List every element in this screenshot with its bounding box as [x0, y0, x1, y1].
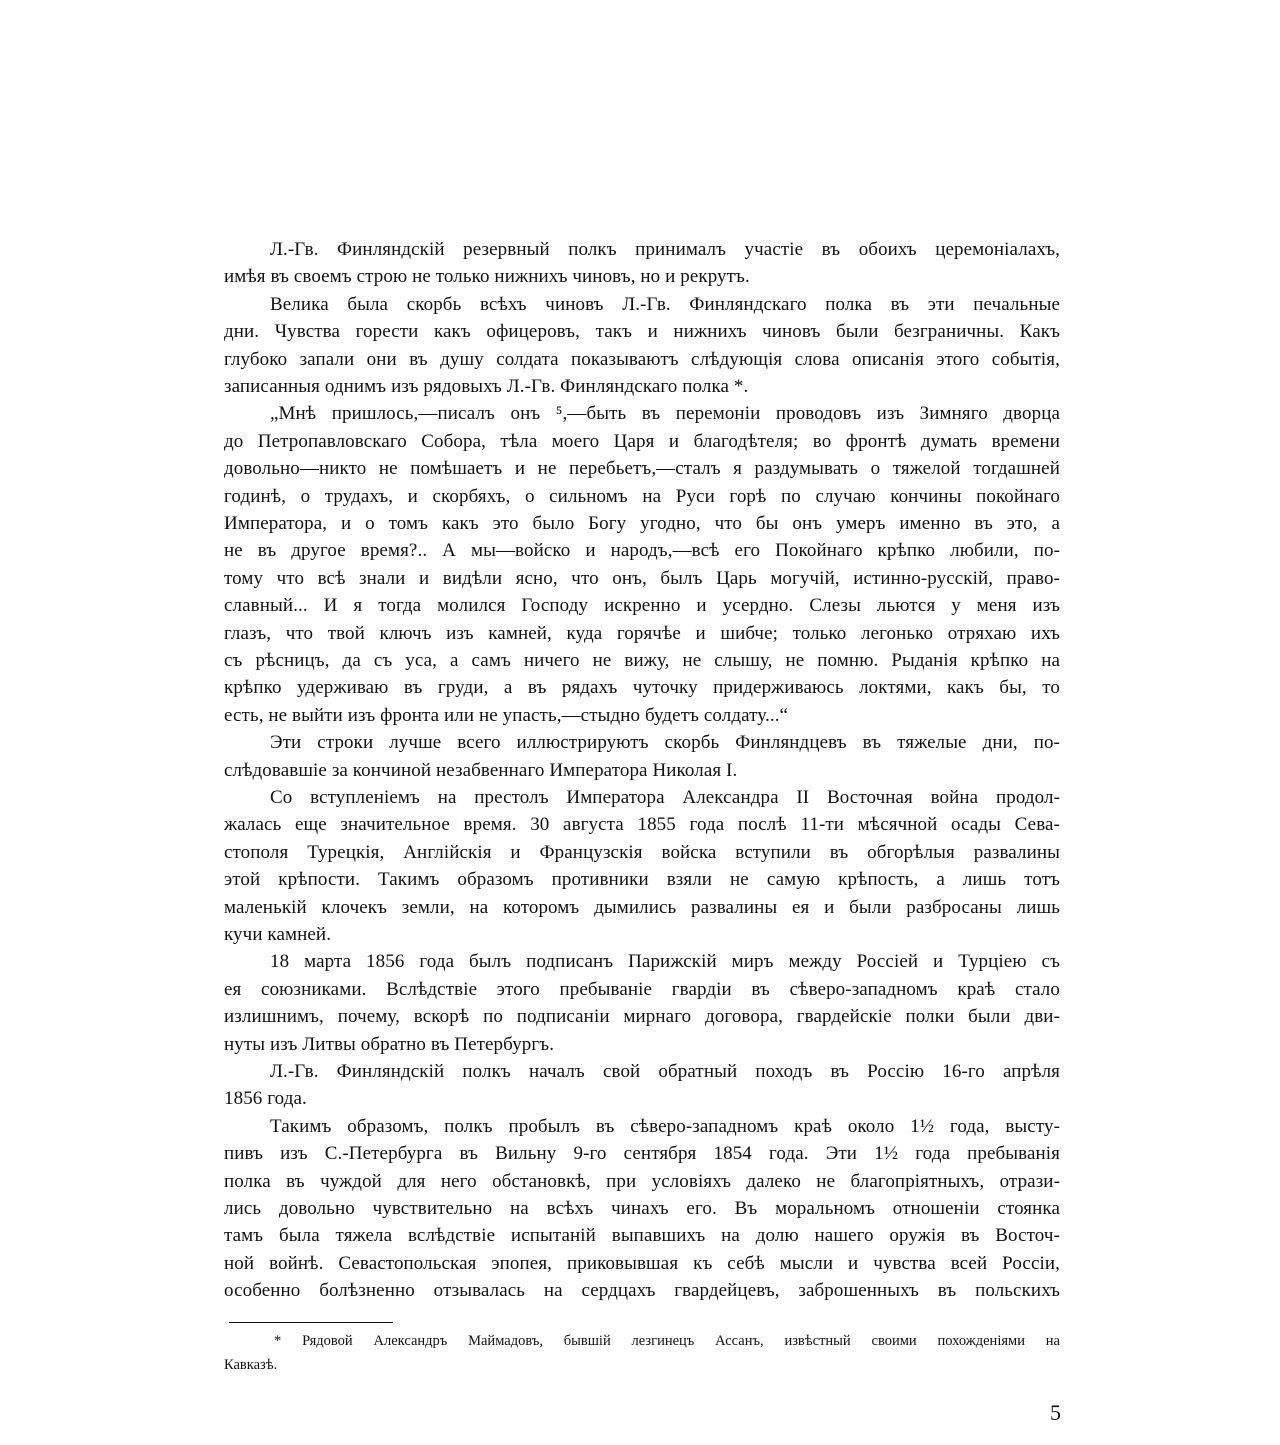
- text-line: Такимъ образомъ, полкъ пробылъ въ сѣверо-западномъ краѣ около 1½ года, высту-: [270, 1115, 1060, 1137]
- text-line: годинѣ, о трудахъ, и скорбяхъ, о сильномъ на Руси горѣ по случаю кончины покойнаго: [224, 485, 1060, 507]
- text-line: глазъ, что твой ключъ изъ камней, куда горячѣе и шибче; только легонько отряхаю ихъ: [224, 622, 1060, 644]
- text-line: Эти строки лучше всего иллюстрируютъ скорбь Финляндцевъ въ тяжелые дни, по-: [270, 732, 1060, 754]
- text-line: крѣпко удерживаю въ груди, а въ рядахъ чуточку придерживаюсь локтями, какъ бы, то: [224, 677, 1060, 699]
- text-line: до Петропавловскаго Собора, тѣла моего Царя и благодѣтеля; во фронтѣ думать времени: [224, 430, 1060, 452]
- text-line: пивъ изъ С.-Петербурга въ Вильну 9-го сентября 1854 года. Эти 1½ года пребыванія: [224, 1143, 1060, 1165]
- text-line: особенно болѣзненно отзывалась на сердцахъ гвардейцевъ, заброшенныхъ въ польскихъ: [224, 1280, 1060, 1302]
- text-line: „Мнѣ пришлось,—писалъ онъ ⁵,—быть въ перемоніи проводовъ изъ Зимняго дворца: [270, 403, 1060, 425]
- text-line: Л.-Гв. Финляндскій полкъ началъ свой обратный походъ въ Россію 16-го апрѣля: [270, 1061, 1060, 1082]
- text-line: слѣдовавшіе за кончиной незабвеннаго Императора Николая I.: [224, 759, 738, 781]
- text-line: не въ другое время?.. А мы—войско и народъ,—всѣ его Покойнаго крѣпко любили, по-: [224, 540, 1060, 562]
- text-line: есть, не выйти изъ фронта или не упасть,—стыдно будетъ солдату...“: [224, 704, 789, 726]
- text-line: ея союзниками. Вслѣдствіе этого пребываніе гвардіи въ сѣверо-западномъ краѣ стало: [224, 978, 1060, 1000]
- text-line: довольно—никто не помѣшаетъ и не перебьетъ,—сталъ я раздумывать о тяжелой тогдашней: [224, 458, 1060, 480]
- text-line: Велика была скорбь всѣхъ чиновъ Л.-Гв. Финляндскаго полка въ эти печальные: [270, 293, 1060, 315]
- text-line: имѣя въ своемъ строю не только нижнихъ чиновъ, но и рекрутъ.: [224, 266, 750, 288]
- text-line: Императора, и о томъ какъ это было Богу угодно, что бы онъ умеръ именно въ это, а: [224, 513, 1060, 534]
- text-line: ной войнѣ. Севастопольская эпопея, приковывшая къ себѣ мысли и чувства всей Россіи,: [224, 1252, 1060, 1274]
- text-line: лись довольно чувствительно на всѣхъ чинахъ его. Въ моральномъ отношеніи стоянка: [224, 1198, 1060, 1219]
- text-line: дни. Чувства горести какъ офицеровъ, такъ и нижнихъ чиновъ были безграничны. Какъ: [224, 321, 1060, 343]
- text-line: тому что всѣ знали и видѣли ясно, что онъ, былъ Царь могучій, истинно-русскій, право-: [224, 567, 1060, 589]
- text-line: полка въ чуждой для него обстановкѣ, при условіяхъ далеко не благопріятныхъ, отрази-: [224, 1170, 1060, 1192]
- text-line: съ рѣсницъ, да съ уса, а самъ ничего не вижу, не слышу, не помню. Рыданія крѣпко на: [224, 650, 1060, 671]
- text-line: излишнимъ, почему, вскорѣ по подписаніи мирнаго договора, гвардейскіе полки были дви-: [224, 1006, 1060, 1028]
- footnote-line: Кавказѣ.: [224, 1357, 278, 1373]
- text-line: 1856 года.: [224, 1088, 307, 1110]
- footnote-line: * Рядовой Александръ Маймадовъ, бывшій лезгинецъ Ассанъ, извѣстный своими похожденіями на: [274, 1333, 1060, 1349]
- footnote-divider: [229, 1322, 393, 1323]
- text-line: глубоко запали они въ душу солдата показываютъ слѣдующія слова описанія этого событія,: [224, 348, 1060, 370]
- text-line: 18 марта 1856 года былъ подписанъ Парижскій миръ между Россіей и Турціею съ: [270, 951, 1060, 973]
- text-line: записанныя однимъ изъ рядовыхъ Л.-Гв. Финляндскаго полка *.: [224, 376, 749, 397]
- text-line: славный... И я тогда молился Господу искренно и усердно. Слезы льются у меня изъ: [224, 595, 1060, 617]
- page-number: 5: [1050, 1400, 1061, 1425]
- text-line: тамъ была тяжела вслѣдствіе испытаній выпавшихъ на долю нашего оружія въ Восточ-: [224, 1225, 1060, 1247]
- text-line: Л.-Гв. Финляндскій резервный полкъ принималъ участіе въ обоихъ церемоніалахъ,: [270, 239, 1060, 260]
- text-line: кучи камней.: [224, 924, 332, 945]
- text-line: этой крѣпости. Такимъ образомъ противники взяли не самую крѣпость, а лишь тотъ: [224, 869, 1060, 891]
- text-line: нуты изъ Литвы обратно въ Петербургъ.: [224, 1033, 555, 1055]
- text-line: маленькій клочекъ земли, на которомъ дымились развалины ея и были разбросаны лишь: [224, 896, 1060, 918]
- text-line: жалась еще значительное время. 30 августа 1855 года послѣ 11-ти мѣсячной осады Сева-: [224, 814, 1060, 836]
- text-line: Со вступленіемъ на престолъ Императора Александра II Восточная война продол-: [270, 787, 1060, 808]
- text-line: стополя Турецкія, Англійскія и Французскія войска вступили въ обгорѣлыя развалины: [224, 841, 1060, 863]
